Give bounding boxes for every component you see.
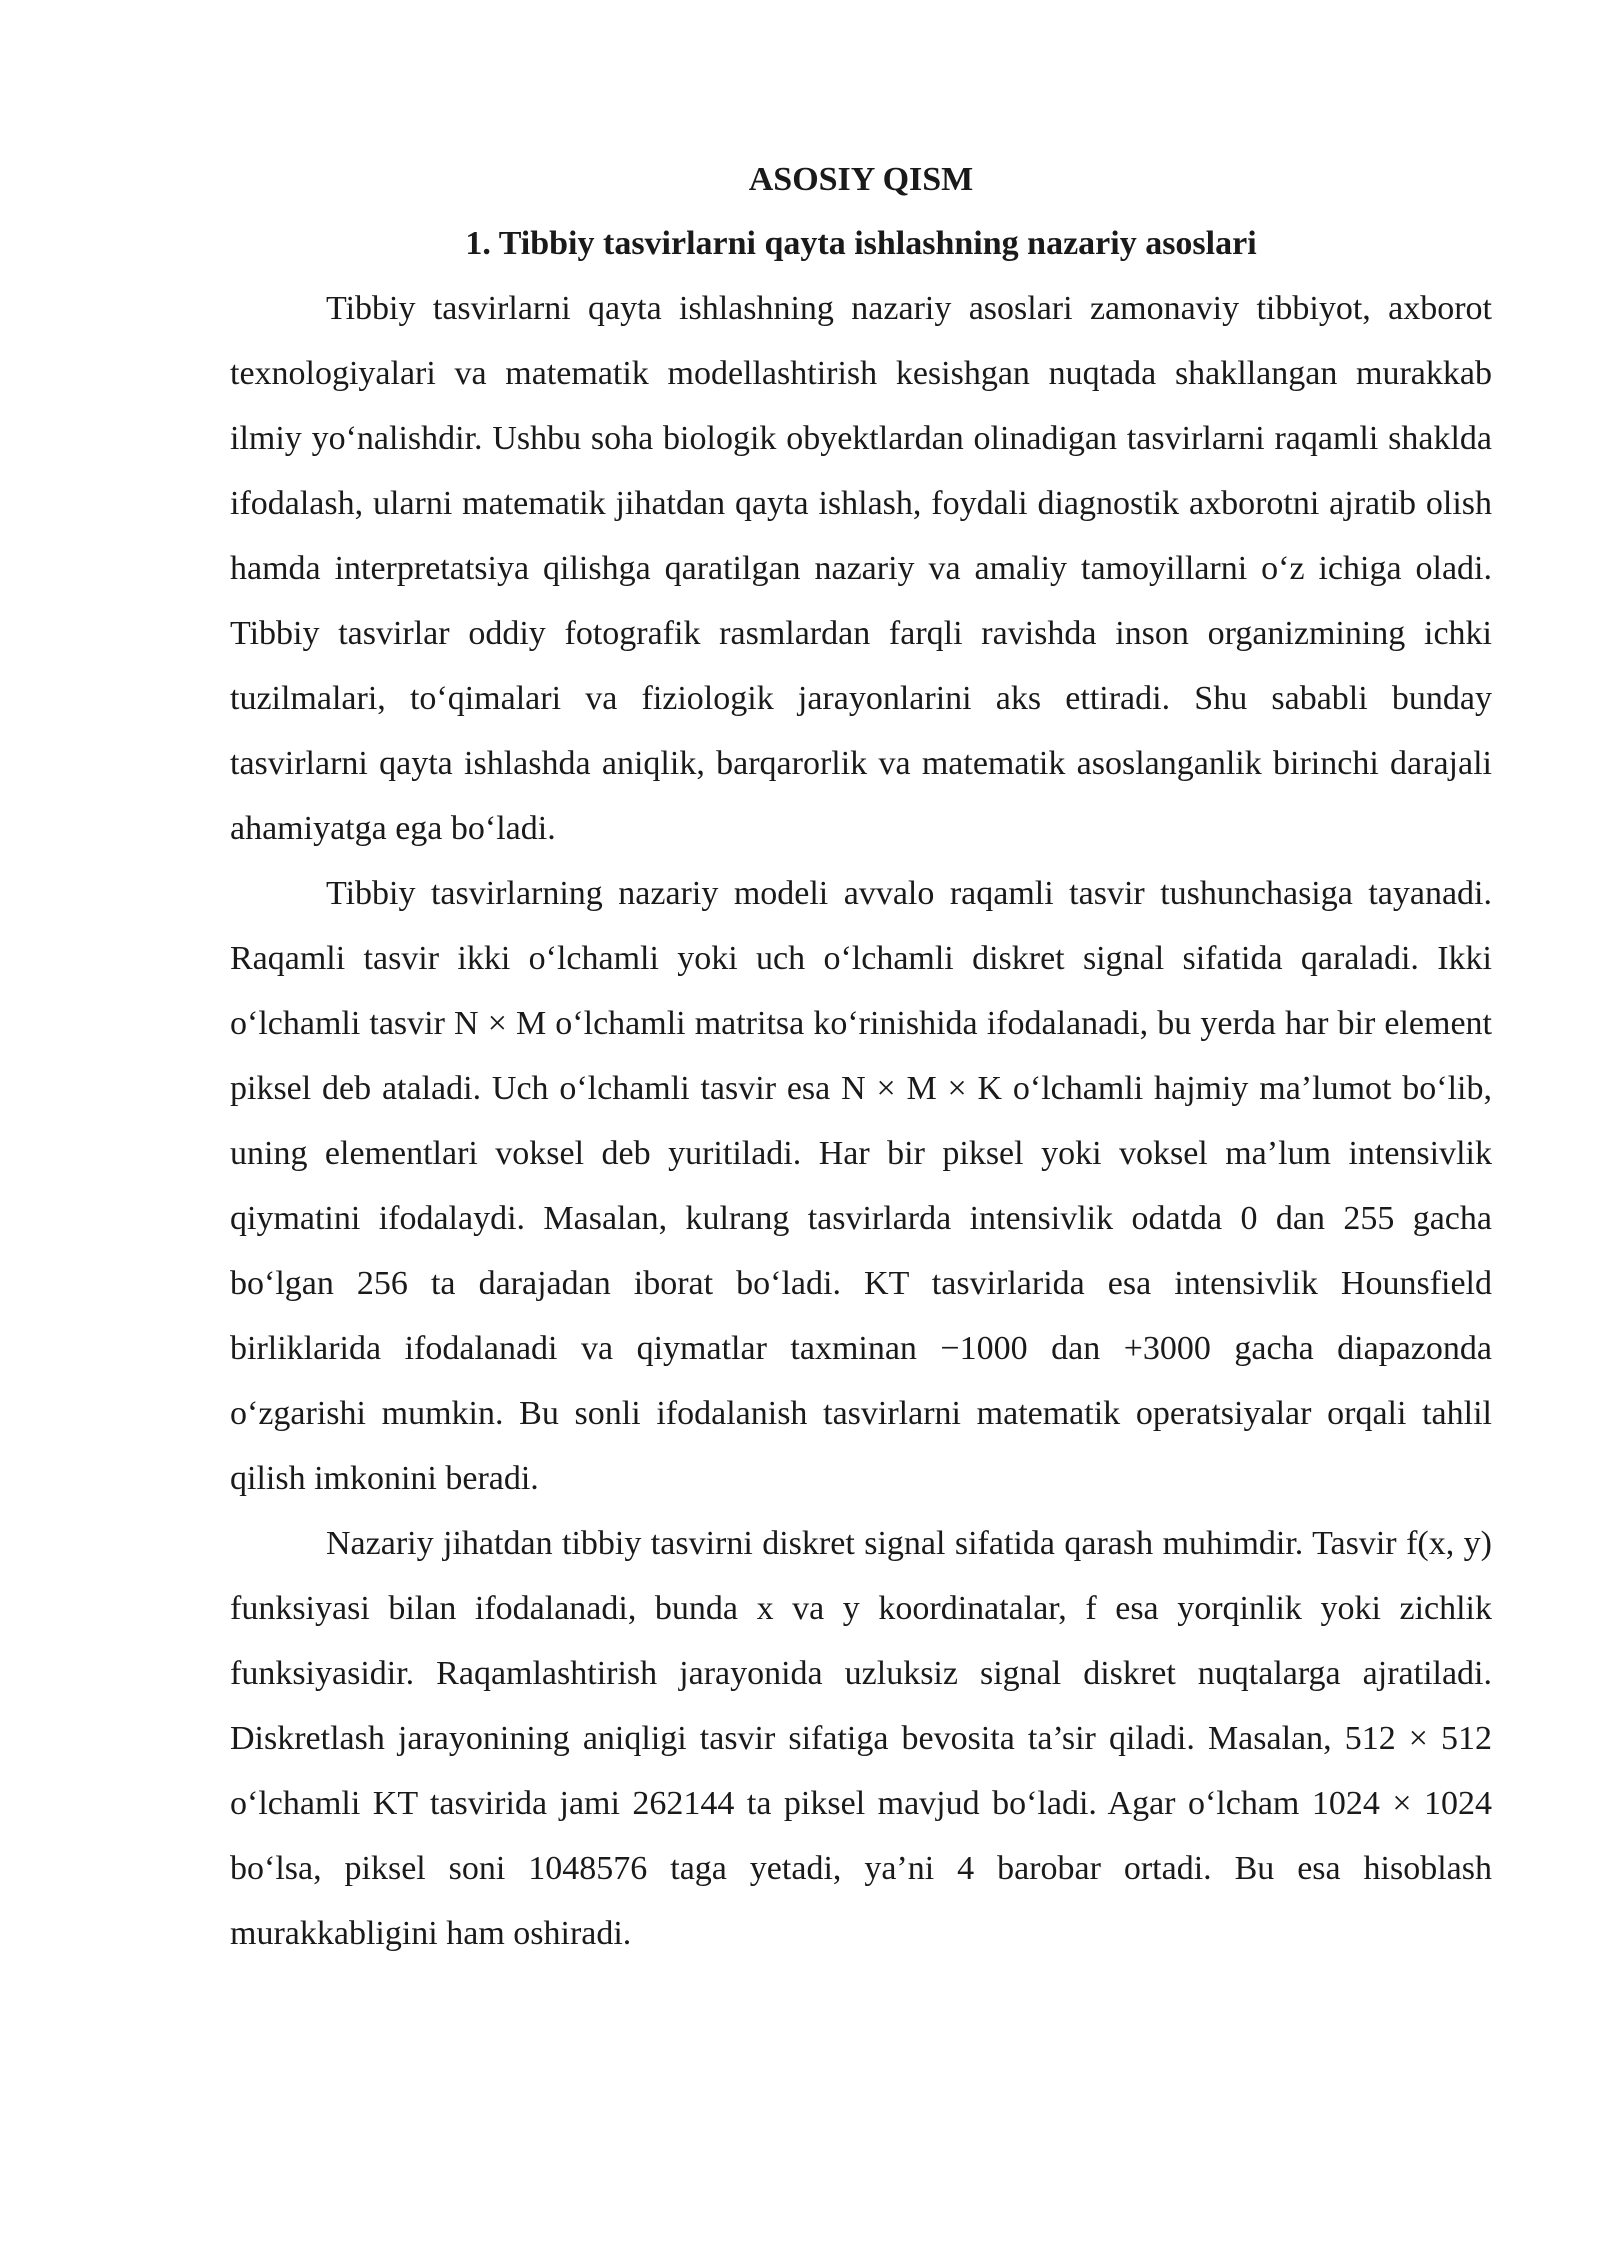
- paragraph-2: Tibbiy tasvirlarning nazariy modeli avvalo raqamli tasvir tushunchasiga tayanadi. Raqamli tasvir ikki o‘lchamli yoki uch o‘lchamli diskret signal sifatida qaraladi. Ikki o‘lchamli tasvir N × M o‘lchamli matritsa ko‘rinishida ifodalanadi, bu yerda har bir element piksel deb ataladi. Uch o‘lchamli tasvir esa N × M × K o‘lchamli hajmiy ma’lumot bo‘lib, uning elementlari voksel deb yuritiladi. Har bir piksel yoki voksel ma’lum intensivlik qiymatini ifodalaydi. Masalan, kulrang tasvirlarda intensivlik odatda 0 dan 255 gacha bo‘lgan 256 ta darajadan iborat bo‘ladi. KT tasvirlarida esa intensivlik Hounsfield birliklarida ifodalanadi va qiymatlar taxminan −1000 dan +3000 gacha diapazonda o‘zgarishi mumkin. Bu sonli ifodalanish tasvirlarni matematik operatsiyalar orqali tahlil qilish imkonini beradi.: [230, 875, 1492, 1497]
- section-title: ASOSIY QISM: [748, 161, 974, 198]
- document-page: [230, 148, 1492, 1966]
- paragraph-3: Nazariy jihatdan tibbiy tasvirni diskret signal sifatida qarash muhimdir. Tasvir f(x, y) funksiyasi bilan ifodalanadi, bunda x va y koordinatalar, f esa yorqinlik yoki zichlik funksiyasidir. Raqamlashtirish jarayonida uzluksiz signal diskret nuqtalarga ajratiladi. Diskretlash jarayonining aniqligi tasvir sifatiga bevosita ta’sir qiladi. Masalan, 512 × 512 o‘lchamli KT tasvirida jami 262144 ta piksel mavjud bo‘ladi. Agar o‘lcham 1024 × 1024 bo‘lsa, piksel soni 1048576 taga yetadi, ya’ni 4 barobar ortadi. Bu esa hisoblash murakkabligini ham oshiradi.: [230, 1525, 1492, 1952]
- chapter-title: 1. Tibbiy tasvirlarni qayta ishlashning nazariy asoslari: [465, 225, 1257, 262]
- paragraph-1: Tibbiy tasvirlarni qayta ishlashning nazariy asoslari zamonaviy tibbiyot, axborot texnologiyalari va matematik modellashtirish kesishgan nuqtada shakllangan murakkab ilmiy yo‘nalishdir. Ushbu soha biologik obyektlardan olinadigan tasvirlarni raqamli shaklda ifodalash, ularni matematik jihatdan qayta ishlash, foydali diagnostik axborotni ajratib olish hamda interpretatsiya qilishga qaratilgan nazariy va amaliy tamoyillarni o‘z ichiga oladi. Tibbiy tasvirlar oddiy fotografik rasmlardan farqli ravishda inson organizmining ichki tuzilmalari, to‘qimalari va fiziologik jarayonlarini aks ettiradi. Shu sababli bunday tasvirlarni qayta ishlashda aniqlik, barqarorlik va matematik asoslanganlik birinchi darajali ahamiyatga ega bo‘ladi.: [230, 290, 1492, 847]
